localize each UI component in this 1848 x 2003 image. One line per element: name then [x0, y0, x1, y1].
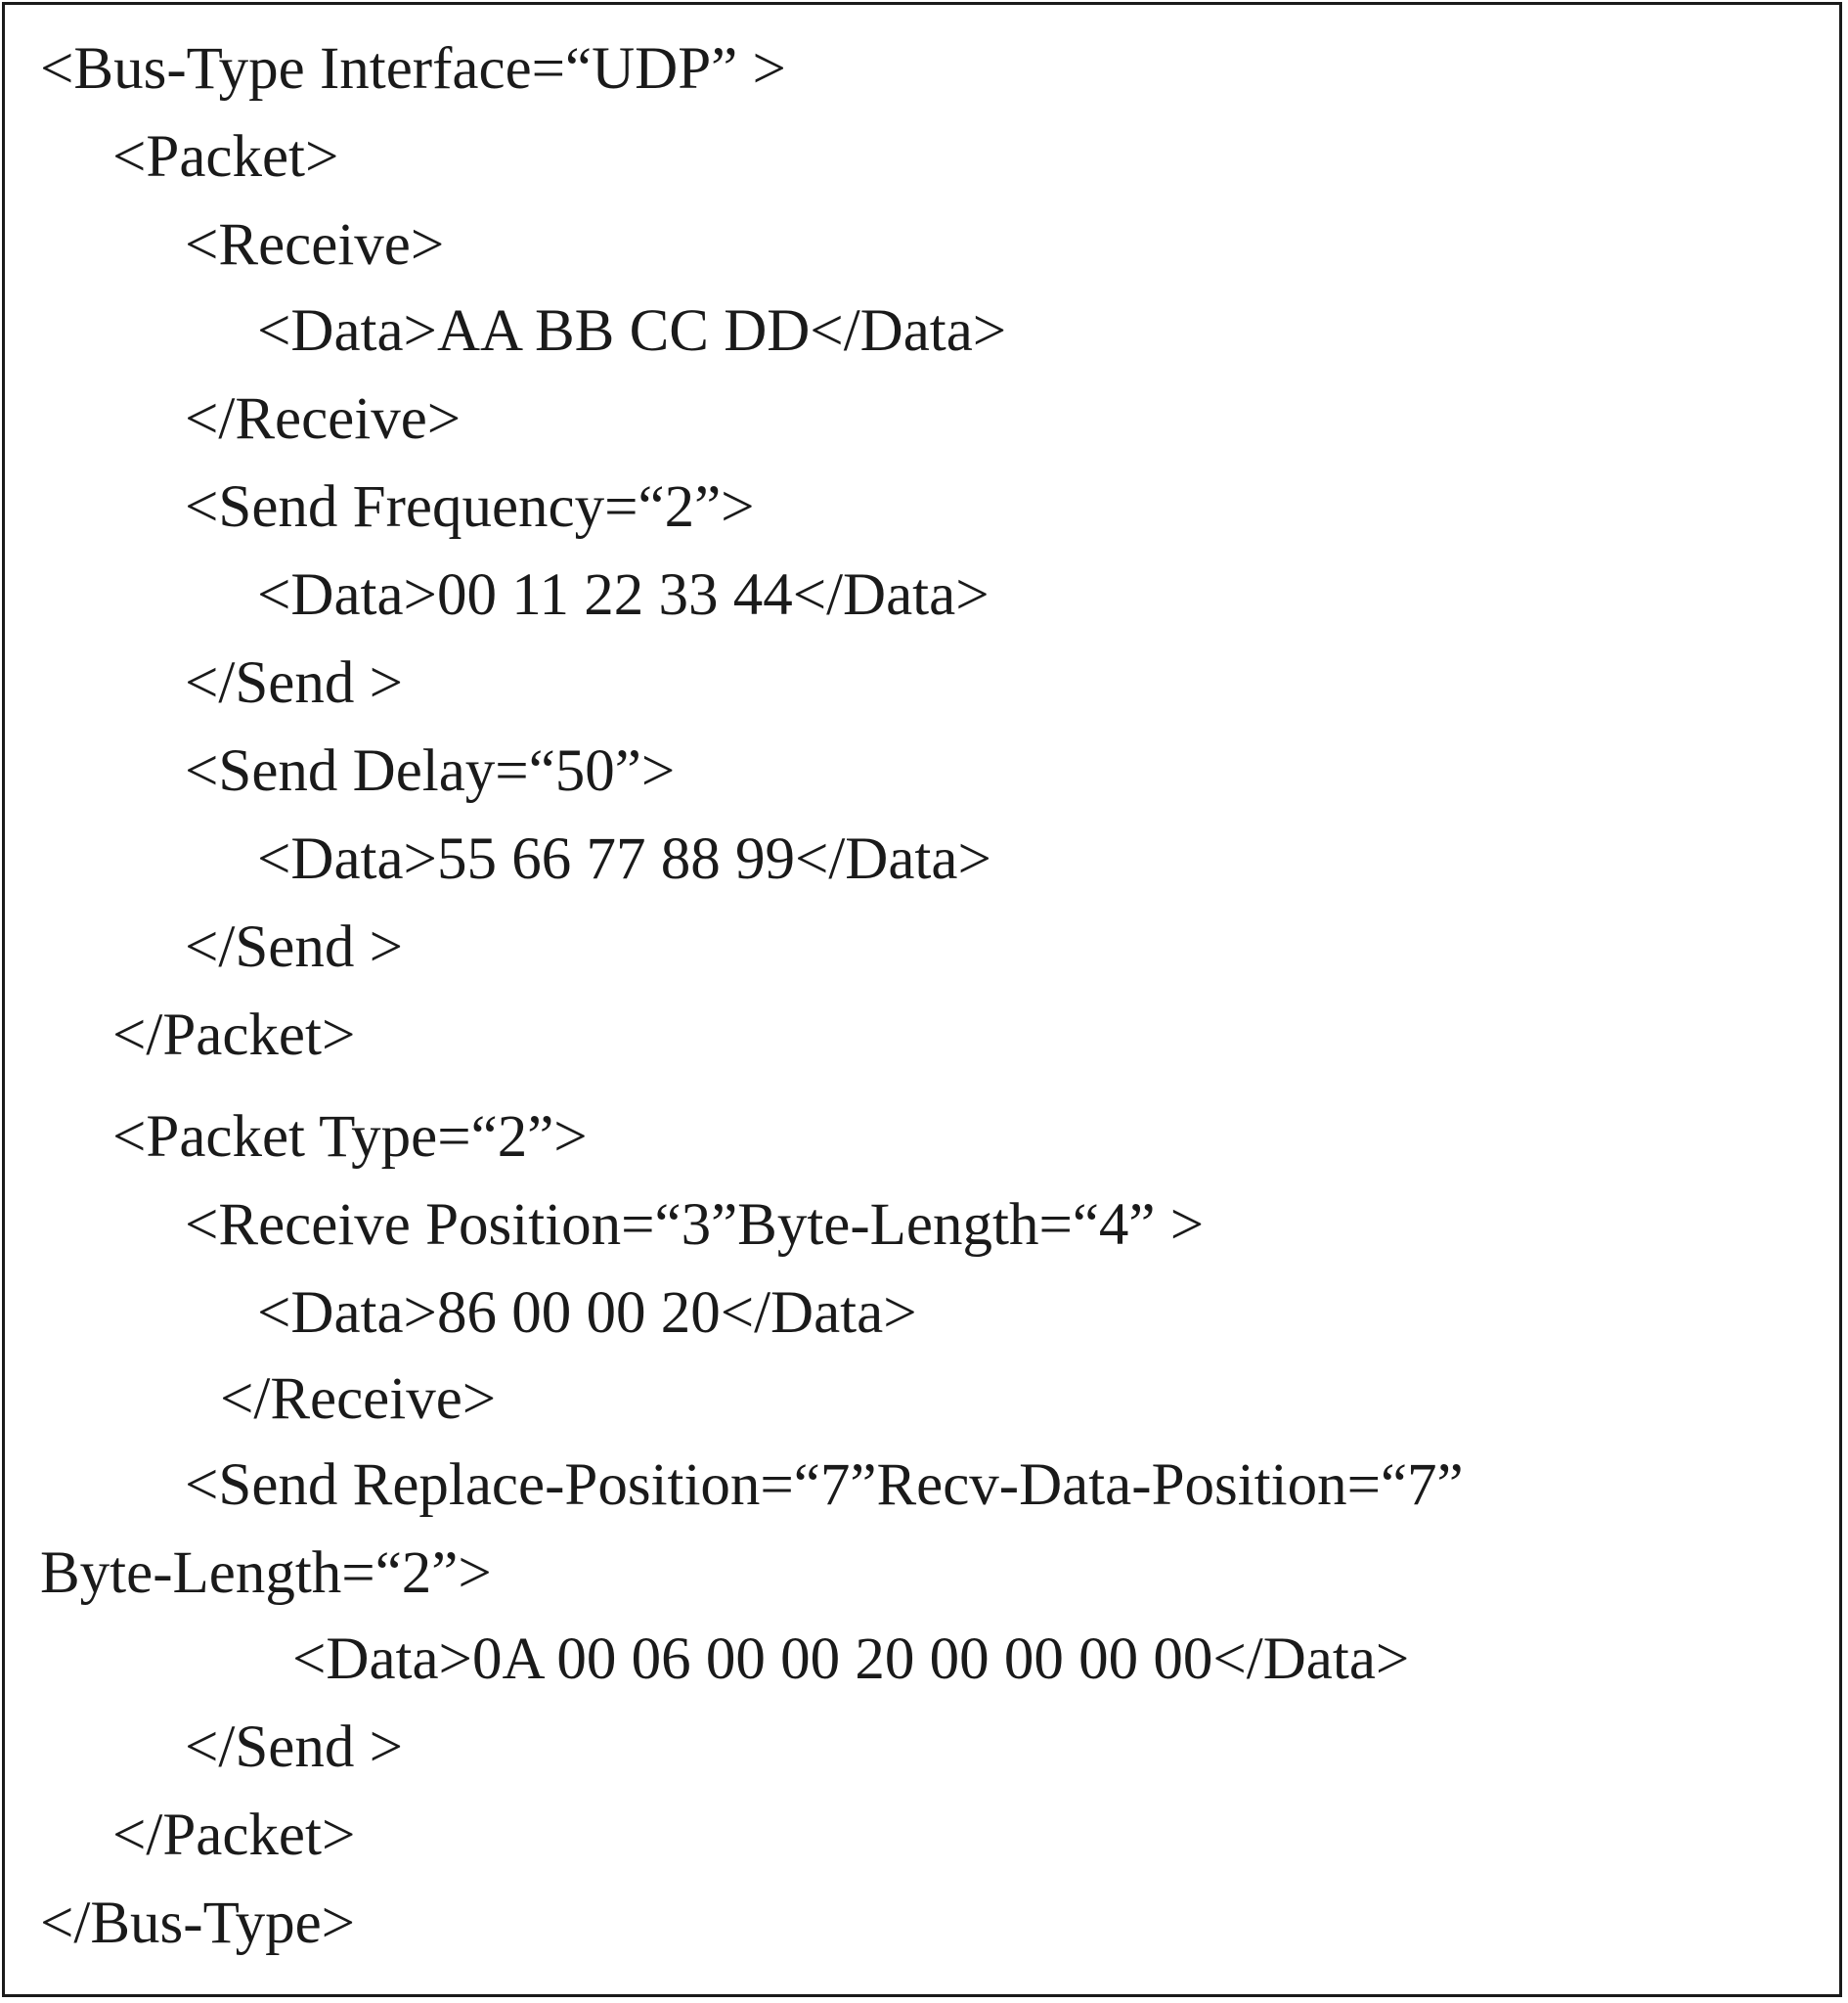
code-line: </Send >: [185, 650, 404, 716]
code-line: <Data>0A 00 06 00 00 20 00 00 00 00</Data>: [292, 1626, 1410, 1692]
code-line: <Packet Type=“2”>: [112, 1104, 588, 1170]
code-line: </Receive>: [185, 386, 462, 452]
code-line: </Send >: [185, 1714, 404, 1780]
code-line: </Send >: [185, 914, 404, 980]
code-line: <Receive Position=“3”Byte-Length=“4” >: [185, 1192, 1205, 1258]
code-line: <Send Delay=“50”>: [185, 738, 676, 804]
code-line: <Receive>: [185, 212, 445, 278]
code-line: <Packet>: [112, 124, 339, 190]
code-line: </Bus-Type>: [40, 1891, 356, 1956]
code-line: <Send Replace-Position=“7”Recv-Data-Position=“7”: [185, 1452, 1464, 1518]
code-line: </Packet>: [112, 1002, 356, 1068]
code-listing-box: [2, 2, 1842, 1997]
code-line: </Packet>: [112, 1803, 356, 1868]
code-line: Byte-Length=“2”>: [40, 1540, 492, 1606]
code-line: <Data>AA BB CC DD</Data>: [257, 298, 1007, 364]
code-line: <Data>00 11 22 33 44</Data>: [257, 562, 990, 628]
code-line: </Receive>: [220, 1366, 497, 1432]
code-line: <Data>86 00 00 20</Data>: [257, 1280, 917, 1346]
code-line: <Data>55 66 77 88 99</Data>: [257, 826, 991, 892]
code-line: <Send Frequency=“2”>: [185, 474, 755, 540]
code-line: <Bus-Type Interface=“UDP” >: [40, 36, 786, 102]
